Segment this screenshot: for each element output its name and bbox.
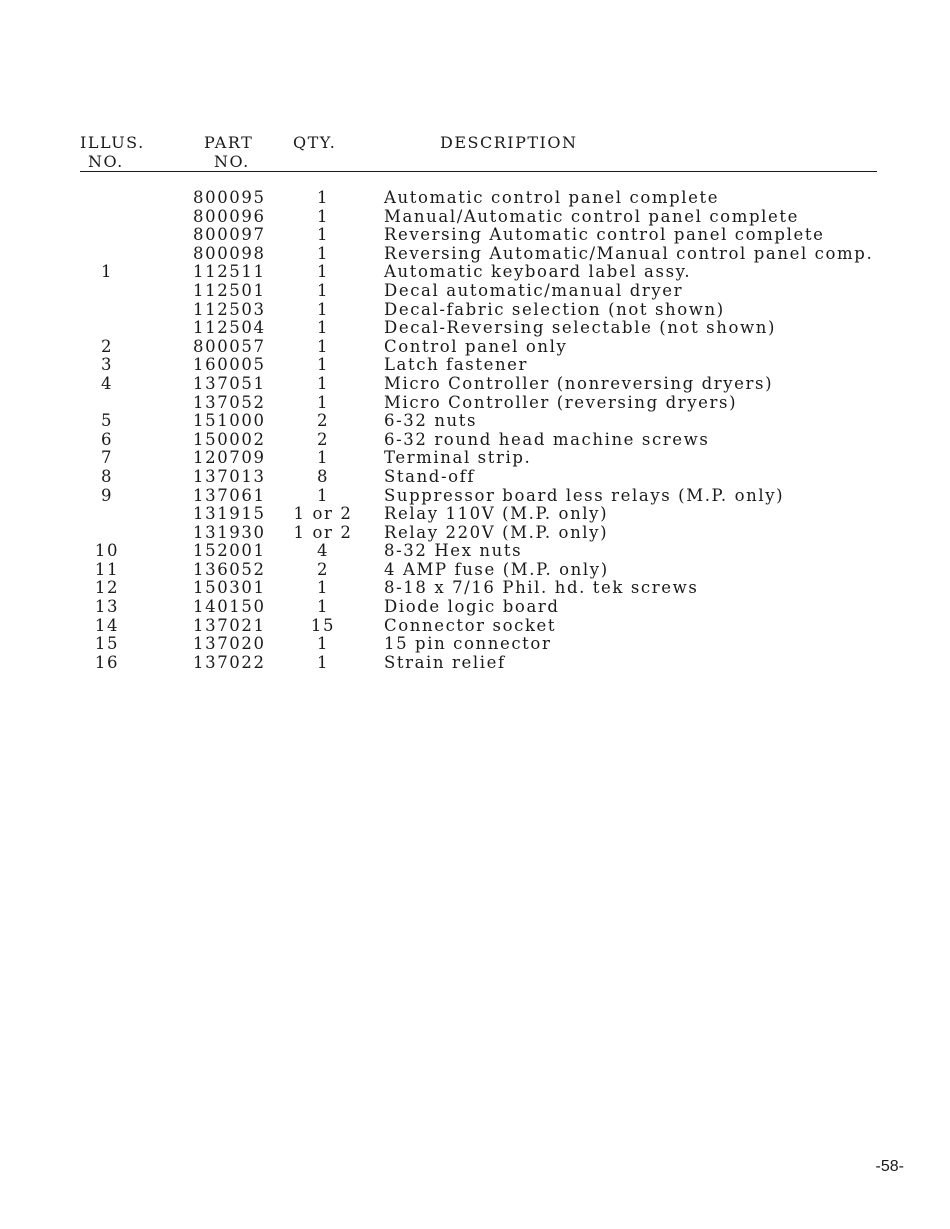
table-row: [0, 598, 950, 617]
description-cell: Reversing Automatic/Manual control panel comp.: [384, 243, 874, 263]
quantity-cell: 1: [316, 578, 330, 598]
quantity-cell: 1: [316, 448, 330, 468]
table-row: [0, 338, 950, 357]
description-cell: Micro Controller (nonreversing dryers): [384, 373, 774, 393]
part-number-cell: 137021: [193, 615, 266, 635]
part-number-cell: 131915: [193, 504, 266, 524]
part-number-cell: 112503: [193, 299, 266, 319]
description-cell: 15 pin connector: [384, 634, 552, 654]
part-number-cell: 131930: [193, 522, 266, 542]
table-header: [0, 0, 950, 180]
qty-header: QTY.: [293, 133, 337, 152]
illus-header-line1: ILLUS.: [80, 133, 145, 152]
table-row: [0, 375, 950, 394]
quantity-cell: 8: [316, 466, 330, 486]
part-number-cell: 137052: [193, 392, 266, 412]
table-row: [0, 524, 950, 543]
description-cell: Latch fastener: [384, 355, 529, 375]
illus-number-cell: 16: [94, 652, 120, 672]
table-row: [0, 654, 950, 673]
description-cell: Decal-Reversing selectable (not shown): [384, 318, 776, 338]
illus-number-cell: 4: [100, 373, 114, 393]
description-cell: Connector socket: [384, 615, 557, 635]
table-row: [0, 282, 950, 301]
description-cell: Stand-off: [384, 466, 476, 486]
description-cell: Diode logic board: [384, 597, 560, 617]
illus-number-cell: 7: [100, 448, 114, 468]
quantity-cell: 2: [316, 559, 330, 579]
part-number-cell: 136052: [193, 559, 266, 579]
quantity-cell: 15: [310, 615, 336, 635]
description-cell: Terminal strip.: [384, 448, 532, 468]
illus-header-line2: NO.: [88, 152, 124, 171]
table-row: [0, 301, 950, 320]
table-row: [0, 263, 950, 282]
table-row: [0, 542, 950, 561]
part-number-cell: 150301: [193, 578, 266, 598]
illus-number-cell: 14: [94, 615, 120, 635]
table-row: [0, 208, 950, 227]
description-cell: Relay 110V (M.P. only): [384, 504, 609, 524]
illus-number-cell: 15: [94, 634, 120, 654]
table-row: [0, 356, 950, 375]
table-row: [0, 412, 950, 431]
illus-number-cell: 13: [94, 597, 120, 617]
quantity-cell: 1: [316, 634, 330, 654]
table-row: [0, 245, 950, 264]
quantity-cell: 1: [316, 188, 330, 207]
table-row: [0, 579, 950, 598]
illus-number-cell: 11: [94, 559, 120, 579]
description-cell: Relay 220V (M.P. only): [384, 522, 609, 542]
part-number-cell: 151000: [193, 411, 266, 431]
illus-number-cell: 1: [100, 262, 114, 282]
quantity-cell: 1: [316, 485, 330, 505]
part-number-cell: 800096: [193, 206, 266, 226]
description-cell: Decal automatic/manual dryer: [384, 280, 684, 300]
parts-table: [0, 189, 950, 672]
part-number-cell: 800057: [193, 336, 266, 356]
description-cell: 4 AMP fuse (M.P. only): [384, 559, 609, 579]
table-row: [0, 635, 950, 654]
part-number-cell: 112501: [193, 280, 266, 300]
part-number-cell: 140150: [193, 597, 266, 617]
part-number-cell: 137022: [193, 652, 266, 672]
illus-number-cell: 6: [100, 429, 114, 449]
part-number-cell: 800098: [193, 243, 266, 263]
description-cell: 8-32 Hex nuts: [384, 541, 523, 561]
description-header: DESCRIPTION: [440, 133, 578, 152]
description-cell: Control panel only: [384, 336, 568, 356]
quantity-cell: 1: [316, 299, 330, 319]
quantity-cell: 1: [316, 336, 330, 356]
illus-number-cell: 8: [100, 466, 114, 486]
illus-number-cell: 3: [100, 355, 114, 375]
quantity-cell: 1: [316, 280, 330, 300]
description-cell: 6-32 nuts: [384, 411, 478, 431]
quantity-cell: 2: [316, 429, 330, 449]
quantity-cell: 1: [316, 392, 330, 412]
description-cell: Reversing Automatic control panel complete: [384, 225, 825, 245]
part-number-cell: 137020: [193, 634, 266, 654]
quantity-cell: 1: [316, 206, 330, 226]
illus-number-cell: 2: [100, 336, 114, 356]
description-cell: Micro Controller (reversing dryers): [384, 392, 738, 412]
quantity-cell: 2: [316, 411, 330, 431]
part-number-cell: 800097: [193, 225, 266, 245]
quantity-cell: 1: [316, 652, 330, 672]
illus-number-cell: 5: [100, 411, 114, 431]
description-cell: Decal-fabric selection (not shown): [384, 299, 725, 319]
quantity-cell: 1: [316, 262, 330, 282]
header-divider: [80, 171, 877, 172]
illus-number-cell: 10: [94, 541, 120, 561]
part-number-cell: 160005: [193, 355, 266, 375]
table-row: [0, 319, 950, 338]
quantity-cell: 1: [316, 355, 330, 375]
table-row: [0, 189, 950, 208]
description-cell: Manual/Automatic control panel complete: [384, 206, 799, 226]
part-header-line2: NO.: [214, 152, 250, 171]
table-row: [0, 394, 950, 413]
part-number-cell: 137051: [193, 373, 266, 393]
page-number: -58-: [875, 1158, 904, 1175]
table-row: [0, 431, 950, 450]
part-number-cell: 120709: [193, 448, 266, 468]
description-cell: 6-32 round head machine screws: [384, 429, 710, 449]
part-number-cell: 152001: [193, 541, 266, 561]
description-cell: Strain relief: [384, 652, 506, 672]
table-row: [0, 561, 950, 580]
table-row: [0, 226, 950, 245]
table-row: [0, 487, 950, 506]
quantity-cell: 1: [316, 373, 330, 393]
description-cell: Automatic keyboard label assy.: [384, 262, 692, 282]
description-cell: 8-18 x 7/16 Phil. hd. tek screws: [384, 578, 699, 598]
part-header-line1: PART: [204, 133, 254, 152]
part-number-cell: 137061: [193, 485, 266, 505]
part-number-cell: 112511: [193, 262, 266, 282]
quantity-cell: 1: [316, 243, 330, 263]
illus-number-cell: 12: [94, 578, 120, 598]
quantity-cell: 1: [316, 225, 330, 245]
quantity-cell: 1 or 2: [293, 504, 353, 524]
quantity-cell: 1 or 2: [293, 522, 353, 542]
part-number-cell: 137013: [193, 466, 266, 486]
illus-number-cell: 9: [100, 485, 114, 505]
table-row: [0, 449, 950, 468]
part-number-cell: 800095: [193, 188, 266, 207]
part-number-cell: 112504: [193, 318, 266, 338]
table-row: [0, 468, 950, 487]
quantity-cell: 1: [316, 597, 330, 617]
quantity-cell: 1: [316, 318, 330, 338]
description-cell: Suppressor board less relays (M.P. only): [384, 485, 785, 505]
table-row: [0, 617, 950, 636]
part-number-cell: 150002: [193, 429, 266, 449]
description-cell: Automatic control panel complete: [384, 188, 720, 207]
table-row: [0, 505, 950, 524]
quantity-cell: 4: [316, 541, 330, 561]
